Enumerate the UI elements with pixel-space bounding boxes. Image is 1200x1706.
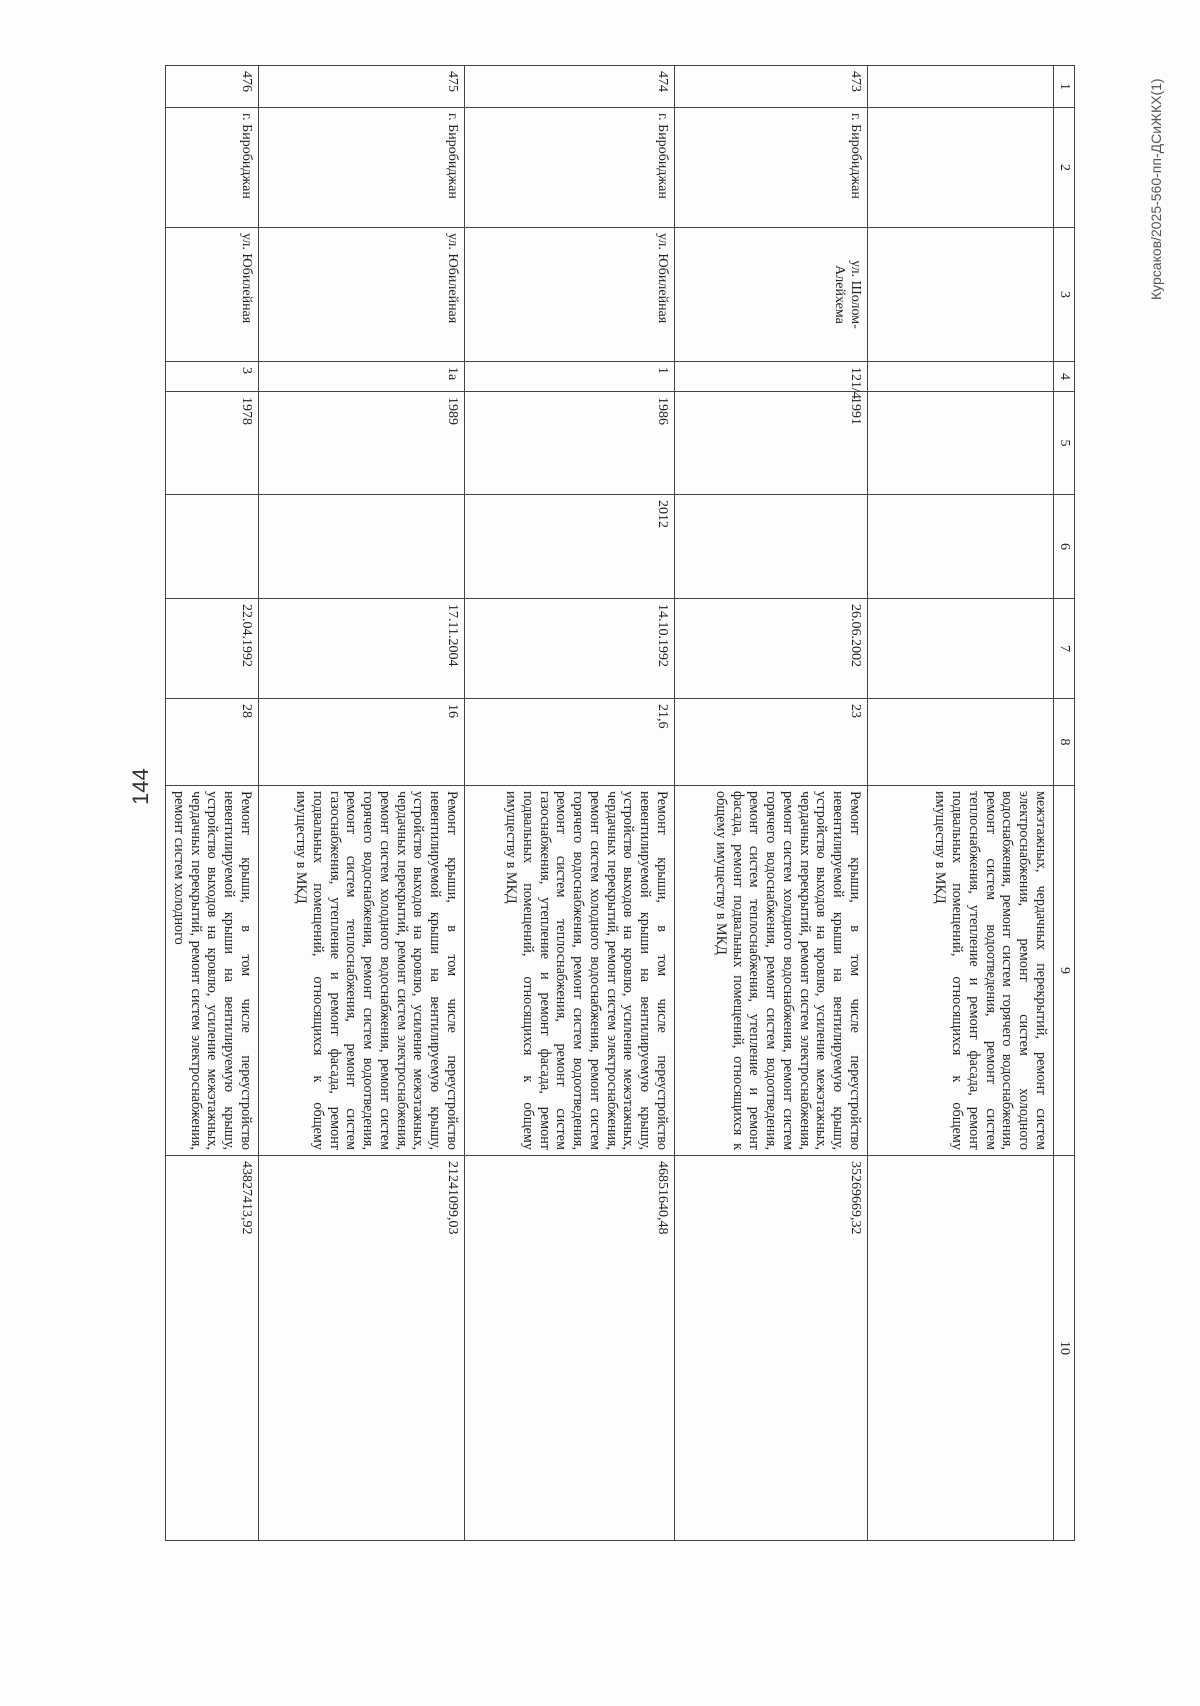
cell-works: Ремонт крыши, в том числе переустройство невентилируемой крыши на вентилируемую крышу, устройство выходов на кровлю, усиление межэтажных, чердачных перекрытий, ремонт систем электроснабжения, ремонт систем холодного водоснабжения, ремонт систем горячего водоснабжения, ремонт систем водоотведения, ремонт систем теплоснабжения, ремонт систем газоснабжения, утепление и ремонт фасада, ремонт подвальных помещений, относящихся к общему имуществу в МКД xyxy=(259,786,465,1156)
cell-street: ул. Юбилейная xyxy=(465,228,675,362)
cell-date: 22.04.1992 xyxy=(166,599,259,699)
cell-house: 3 xyxy=(166,362,259,392)
table-row xyxy=(675,66,868,1541)
cell-date: 14.10.1992 xyxy=(465,599,675,699)
document-reference: Курсаков/2025-560-пп-ДСиЖКХ(1) xyxy=(1148,78,1164,300)
cell-num xyxy=(868,66,1054,108)
cell-year-repair xyxy=(868,495,1054,599)
col-header: 8 xyxy=(1054,699,1075,786)
cell-year-repair xyxy=(166,495,259,599)
cell-house: 1а xyxy=(259,362,465,392)
table-row xyxy=(259,66,465,1541)
cell-city: г. Биробиджан xyxy=(259,108,465,228)
table-row xyxy=(166,66,259,1541)
cell-year-built: 1991 xyxy=(675,392,868,495)
cell-year-repair xyxy=(675,495,868,599)
cell-num: 476 xyxy=(166,66,259,108)
col-header: 9 xyxy=(1054,786,1075,1156)
cell-street xyxy=(868,228,1054,362)
cell-cost: 46851640,48 xyxy=(465,1156,675,1541)
col-header: 5 xyxy=(1054,392,1075,495)
cell-floors: 21,6 xyxy=(465,699,675,786)
cell-works: Ремонт крыши, в том числе переустройство невентилируемой крыши на вентилируемую крышу, устройство выходов на кровлю, усиление межэтажных, чердачных перекрытий, ремонт систем электроснабжения, ремонт систем холодного xyxy=(166,786,259,1156)
cell-cost xyxy=(868,1156,1054,1541)
cell-num: 474 xyxy=(465,66,675,108)
rotated-table-container xyxy=(110,65,1075,1540)
repair-schedule-table xyxy=(165,65,1075,1541)
cell-floors: 23 xyxy=(675,699,868,786)
cell-year-built: 1986 xyxy=(465,392,675,495)
cell-floors: 16 xyxy=(259,699,465,786)
cell-works: Ремонт крыши, в том числе переустройство невентилируемой крыши на вентилируемую крышу, устройство выходов на кровлю, усиление межэтажных, чердачных перекрытий, ремонт систем электроснабжения, ремонт систем холодного водоснабжения, ремонт систем горячего водоснабжения, ремонт систем водоотведения, ремонт систем теплоснабжения, ремонт систем газоснабжения, утепление и ремонт фасада, ремонт подвальных помещений, относящихся к общему имуществу в МКД xyxy=(465,786,675,1156)
cell-year-repair: 2012 xyxy=(465,495,675,599)
cell-floors xyxy=(868,699,1054,786)
col-header: 10 xyxy=(1054,1156,1075,1541)
cell-num: 475 xyxy=(259,66,465,108)
header-row xyxy=(1054,66,1075,1541)
cell-num: 473 xyxy=(675,66,868,108)
cell-street: ул. Шолом-Алейхема xyxy=(675,228,868,362)
cell-house xyxy=(868,362,1054,392)
cell-date: 17.11.2004 xyxy=(259,599,465,699)
cell-works: Ремонт крыши, в том числе переустройство невентилируемой крыши на вентилируемую крышу, устройство выходов на кровлю, усиление межэтажных, чердачных перекрытий, ремонт систем электроснабжения, ремонт систем холодного водоснабжения, ремонт систем горячего водоснабжения, ремонт систем водоотведения, ремонт систем теплоснабжения, утепление и ремонт фасада, ремонт подвальных помещений, относящихся к общему имуществу в МКД xyxy=(675,786,868,1156)
col-header: 6 xyxy=(1054,495,1075,599)
cell-date xyxy=(868,599,1054,699)
col-header: 7 xyxy=(1054,599,1075,699)
cell-house: 121/4 xyxy=(675,362,868,392)
col-header: 1 xyxy=(1054,66,1075,108)
table-row xyxy=(868,66,1054,1541)
cell-city: г. Биробиджан xyxy=(166,108,259,228)
col-header: 2 xyxy=(1054,108,1075,228)
cell-cost: 21241099,03 xyxy=(259,1156,465,1541)
col-header: 3 xyxy=(1054,228,1075,362)
cell-date: 26.06.2002 xyxy=(675,599,868,699)
page-number: 144 xyxy=(128,768,153,805)
cell-city: г. Биробиджан xyxy=(675,108,868,228)
cell-city: г. Биробиджан xyxy=(465,108,675,228)
cell-floors: 28 xyxy=(166,699,259,786)
cell-street: ул. Юбилейная xyxy=(166,228,259,362)
cell-city xyxy=(868,108,1054,228)
cell-cost: 35269669,32 xyxy=(675,1156,868,1541)
cell-year-built xyxy=(868,392,1054,495)
cell-house: 1 xyxy=(465,362,675,392)
cell-street: ул. Юбилейная xyxy=(259,228,465,362)
table-row xyxy=(465,66,675,1541)
cell-year-built: 1978 xyxy=(166,392,259,495)
cell-cost: 43827413,92 xyxy=(166,1156,259,1541)
cell-works: межэтажных, чердачных перекрытий, ремонт систем электроснабжения, ремонт систем холодного водоснабжения, ремонт систем горячего водоснабжения, ремонт систем водоотведения, ремонт систем теплоснабжения, утепление и ремонт фасада, ремонт подвальных помещений, относящихся к общему имуществу в МКД xyxy=(868,786,1054,1156)
cell-year-built: 1989 xyxy=(259,392,465,495)
cell-year-repair xyxy=(259,495,465,599)
col-header: 4 xyxy=(1054,362,1075,392)
